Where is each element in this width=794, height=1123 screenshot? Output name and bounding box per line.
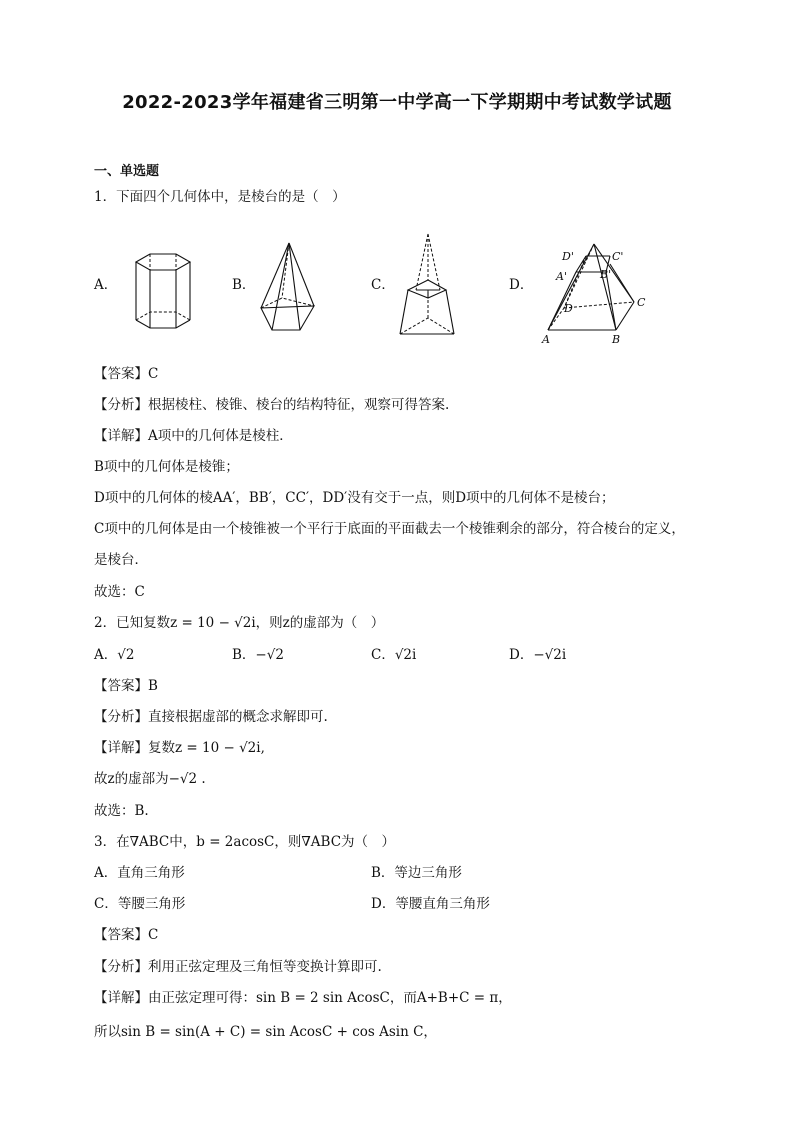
figure-pyramid <box>258 240 318 339</box>
q2-detail-2: 故z的虚部为−√2 . <box>94 771 206 787</box>
q2-option-c: C．√2i <box>371 647 417 663</box>
section-heading: 一、单选题 <box>94 164 160 179</box>
q1-option-d: D． <box>509 277 534 293</box>
q2-answer: 【答案】B <box>94 678 158 694</box>
label-b-prime: B' <box>600 268 612 281</box>
label-b: B <box>612 333 621 346</box>
frustum-drawing <box>398 232 458 340</box>
q2-option-d: D．−√2i <box>509 647 567 663</box>
q3-detail-2: 所以sin B = sin(A + C) = sin AcosC + cos Asin C， <box>94 1024 437 1040</box>
label-a-prime: A' <box>556 270 567 283</box>
q3-answer: 【答案】C <box>94 927 159 943</box>
label-c-prime: C' <box>612 250 624 263</box>
label-a: A <box>542 333 550 346</box>
q3-stem: 3．在∇ABC中，b = 2acosC，则∇ABC为（ ） <box>94 834 396 850</box>
q1-analysis: 【分析】根据棱柱、棱锥、棱台的结构特征，观察可得答案. <box>94 397 450 413</box>
label-d-prime: D' <box>562 250 574 263</box>
q1-option-b: B． <box>232 277 256 293</box>
q1-answer: 【答案】C <box>94 366 159 382</box>
q2-option-a: A．√2 <box>94 647 135 663</box>
prism-drawing <box>128 250 198 332</box>
figure-non-frustum <box>540 242 650 350</box>
q2-analysis: 【分析】直接根据虚部的概念求解即可. <box>94 709 328 725</box>
q2-detail-1: 【详解】复数z = 10 − √2i, <box>94 740 265 756</box>
q1-detail-1: 【详解】A项中的几何体是棱柱． <box>94 428 293 444</box>
q1-detail-5: 是棱台． <box>94 552 148 568</box>
q1-detail-4: C项中的几何体是由一个棱锥被一个平行于底面的平面截去一个棱锥剩余的部分，符合棱台的定义， <box>94 521 685 537</box>
q2-stem: 2．已知复数z = 10 − √2i，则z的虚部为（ ） <box>94 615 385 631</box>
q1-stem: 1．下面四个几何体中，是棱台的是（ ） <box>94 189 346 205</box>
q2-choice: 故选：B. <box>94 803 149 819</box>
q3-detail-1: 【详解】由正弦定理可得：sin B = 2 sin AcosC，而A+B+C = π， <box>94 990 512 1006</box>
figure-frustum <box>398 232 458 344</box>
figure-hexagonal-prism <box>128 250 198 336</box>
q1-option-c: C． <box>371 277 395 293</box>
page-title: 2022-2023学年福建省三明第一中学高一下学期期中考试数学试题 <box>122 92 672 113</box>
q1-choice: 故选：C <box>94 584 145 600</box>
q1-option-a: A． <box>94 277 118 293</box>
label-c: C <box>637 296 646 309</box>
pyramid-drawing <box>258 240 318 335</box>
q3-analysis: 【分析】利用正弦定理及三角恒等变换计算即可. <box>94 959 382 975</box>
q3-option-d: D．等腰直角三角形 <box>371 896 490 912</box>
label-d: D <box>564 302 573 315</box>
q3-option-c: C．等腰三角形 <box>94 896 186 912</box>
q3-option-a: A．直角三角形 <box>94 865 185 881</box>
q2-option-b: B．−√2 <box>232 647 284 663</box>
q1-detail-2: B项中的几何体是棱锥； <box>94 459 239 475</box>
q1-detail-3: D项中的几何体的棱AA′，BB′，CC′，DD′没有交于一点，则D项中的几何体不是棱台； <box>94 490 615 506</box>
q3-option-b: B．等边三角形 <box>371 865 462 881</box>
non-frustum-drawing <box>540 242 650 346</box>
